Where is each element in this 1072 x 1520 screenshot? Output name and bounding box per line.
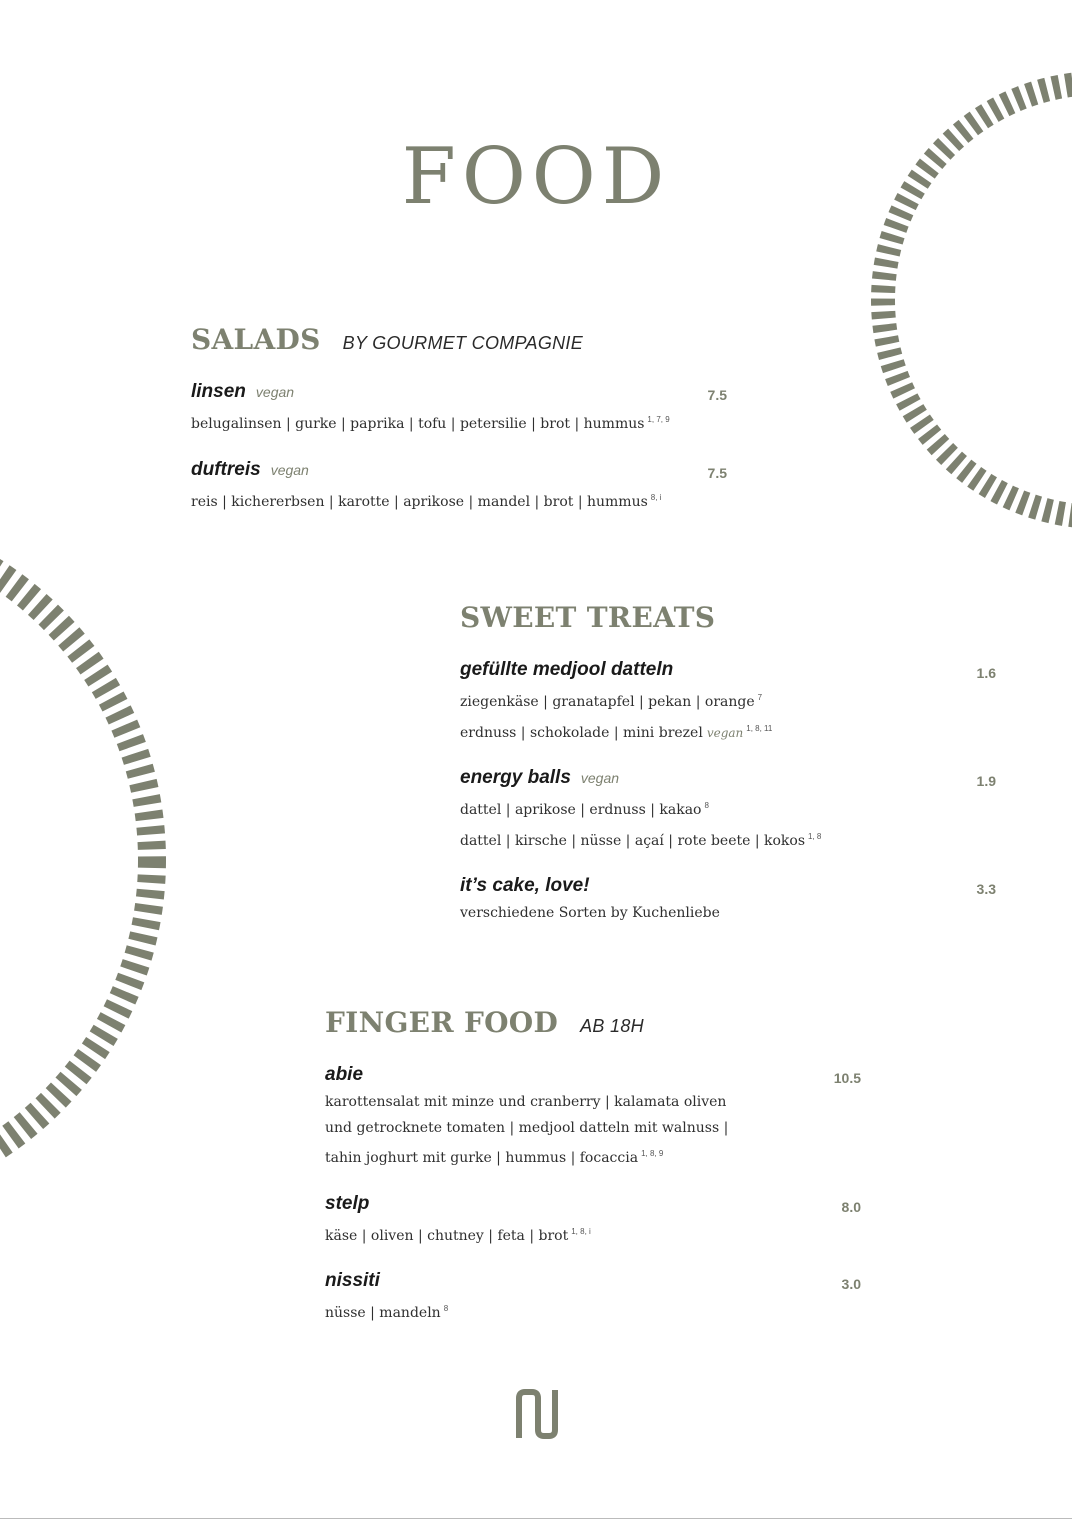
finger-food-section: [325, 1006, 861, 1348]
page-title: FOOD: [401, 132, 671, 222]
item-description: karottensalat mit minze und cranberry | kalamata oliven und getrocknete tomaten | medjool datteln mit walnuss | tahin joghurt mit gurke | hummus | focaccia $^{1, 8, 9}$: [325, 1094, 729, 1166]
item-price: 3.3: [976, 881, 996, 897]
menu-item-stelp: [325, 1193, 861, 1250]
salads-section: [191, 323, 727, 536]
item-name: stelp: [325, 1192, 370, 1214]
allergen-codes: 1, 8, 9: [641, 1149, 664, 1158]
item-description: reis | kichererbsen | karotte | aprikose | mandel | brot | hummus $^{8, i}$: [191, 492, 662, 510]
item-description: dattel | aprikose | erdnuss | kakao $^8$ dattel | kirsche | nüsse | açaí | rote beete | kokos $^{1, 8}$: [460, 801, 822, 849]
item-description: verschiedene Sorten by Kuchenliebe: [460, 905, 720, 921]
item-name: it’s cake, love!: [460, 875, 590, 896]
item-price: 10.5: [833, 1070, 861, 1086]
allergen-codes: 7: [757, 693, 763, 702]
salads-subtitle: BY GOURMET COMPAGNIE: [342, 333, 584, 353]
item-name: duftreis: [191, 458, 261, 480]
restaurant-monogram-icon: [514, 1388, 560, 1440]
item-description: nüsse | mandeln $^8$: [325, 1304, 449, 1321]
finger-food-header: [325, 1006, 861, 1039]
item-name: energy balls: [460, 767, 571, 788]
allergen-codes: 1, 8, 11: [746, 723, 773, 733]
menu-item-nissiti: [325, 1270, 861, 1327]
sweet-treats-header: [460, 601, 996, 634]
item-name: gefüllte medjool datteln: [460, 659, 674, 680]
item-price: 8.0: [841, 1198, 861, 1215]
menu-item-medjool-datteln: [460, 659, 996, 746]
item-description: käse | oliven | chutney | feta | brot $^{1, 8, i}$: [325, 1226, 591, 1244]
allergen-codes: 1, 8, i: [571, 1226, 591, 1236]
item-price: 1.6: [976, 665, 996, 681]
item-description: belugalinsen | gurke | paprika | tofu | petersilie | brot | hummus $^{1, 7, 9}$: [191, 415, 670, 432]
menu-item-abie: [325, 1064, 861, 1172]
item-price: 7.5: [707, 464, 727, 481]
allergen-codes: 8: [704, 801, 709, 810]
menu-item-duftreis: [191, 459, 727, 516]
item-description: ziegenkäse | granatapfel | pekan | orange $^7$ erdnuss | schokolade | mini brezel vegan $^{1, 8, 11}$: [460, 693, 773, 741]
finger-food-subtitle: AB 18H: [580, 1016, 644, 1036]
menu-item-energy-balls: [460, 767, 996, 854]
salads-title: SALADS: [191, 323, 321, 356]
allergen-codes: 8, i: [650, 492, 662, 502]
finger-food-title: FINGER FOOD: [325, 1006, 559, 1039]
salads-header: [191, 323, 727, 356]
item-name: linsen: [191, 381, 246, 402]
vegan-tag: vegan: [706, 725, 744, 740]
sweet-treats-section: [460, 601, 996, 948]
meander-ring-left: [0, 518, 152, 1202]
allergen-codes: 1, 7, 9: [647, 415, 670, 424]
vegan-tag: vegan: [580, 770, 620, 786]
vegan-tag: vegan: [270, 461, 309, 478]
allergen-codes: 1, 8: [808, 831, 822, 841]
item-price: 1.9: [976, 773, 996, 789]
allergen-codes: 8: [443, 1304, 449, 1313]
page-divider: [0, 1518, 1072, 1519]
sweet-treats-title: SWEET TREATS: [460, 601, 716, 634]
item-price: 7.5: [707, 387, 727, 403]
menu-item-cake: [460, 875, 996, 927]
item-name: nissiti: [325, 1270, 380, 1291]
vegan-tag: vegan: [255, 384, 295, 400]
menu-item-linsen: [191, 381, 727, 438]
item-price: 3.0: [841, 1276, 861, 1292]
item-name: abie: [325, 1064, 364, 1085]
